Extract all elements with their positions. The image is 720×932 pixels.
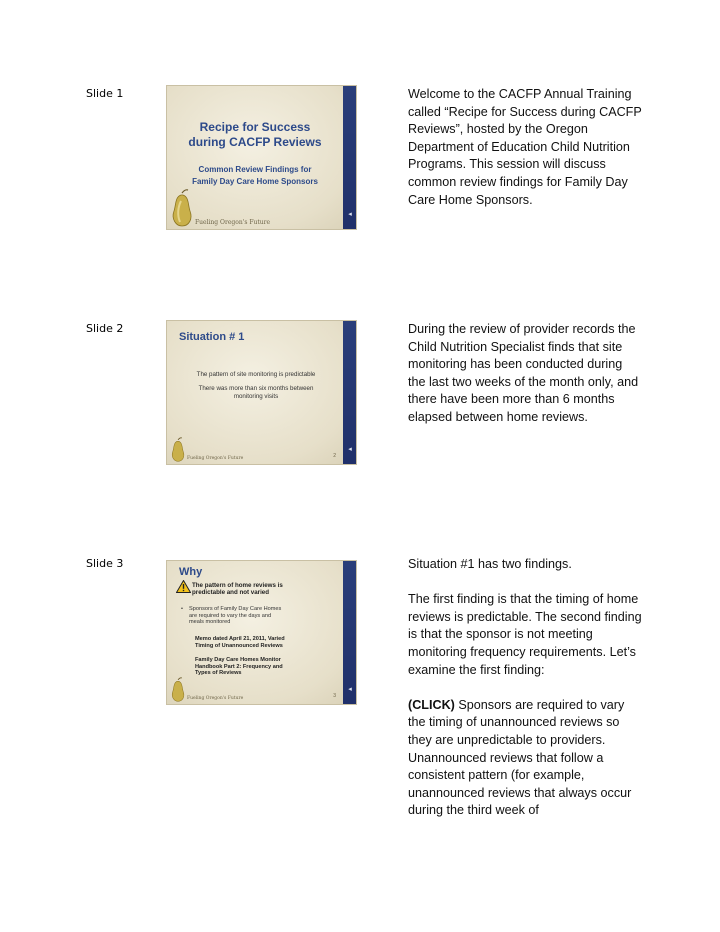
slide-3-notes: Situation #1 has two findings. The first finding is that the timing of home reviews is predictable. The second finding is that the sponsor is not meeting monitoring frequency requirements. Let’s examine the first finding: (CLICK) Sponsors are required to vary the timing of unannounced reviews so they are unpredictable to providers. Unannounced reviews that follow a consistent pattern (for example, unannounced reviews that always occur during the third week of xyxy=(408,556,642,820)
pear-logo-icon xyxy=(169,676,187,702)
slide-3-thumbnail xyxy=(166,560,357,705)
pear-logo-icon xyxy=(169,187,195,227)
slide-3-page-number: 3 xyxy=(333,693,336,699)
slide-3-reference-handbook: Family Day Care Homes Monitor Handbook Part 2: Frequency and Types of Reviews xyxy=(195,657,283,676)
slide-3-warning-text: The pattern of home reviews is predictable and not varied xyxy=(192,582,283,596)
slide-1-brand: Fueling Oregon's Future xyxy=(195,219,271,226)
slide-2-line-1: The pattern of site monitoring is predictable xyxy=(196,371,316,378)
speaker-icon: ◂ xyxy=(348,686,352,693)
slide-2-line-3: monitoring visits xyxy=(233,393,279,400)
slide-2-page-number: 2 xyxy=(333,453,336,459)
pear-logo-icon xyxy=(169,436,187,462)
slide-2-notes: During the review of provider records the Child Nutrition Specialist finds that site monitoring has been conducted during the last two weeks of the month only, and there have been more than 6 months elapsed between home reviews. xyxy=(408,322,639,424)
warning-icon xyxy=(176,580,191,593)
slide-2-line-2: There was more than six months between xyxy=(198,385,314,392)
slide-2-heading: Situation # 1 xyxy=(179,331,245,343)
slide-3-reference-memo: Memo dated April 21, 2011, Varied Timing of Unannounced Reviews xyxy=(195,636,285,649)
slide-2-label: Slide 2 xyxy=(86,322,124,335)
slide-1-side-bar xyxy=(343,86,356,229)
speaker-icon: ◂ xyxy=(348,211,352,218)
slide-3-brand: Fueling Oregon's Future xyxy=(187,696,244,701)
slide-3-heading: Why xyxy=(179,566,203,578)
slide-2-thumbnail xyxy=(166,320,357,465)
slide-1-thumbnail xyxy=(166,85,357,230)
slide-3-notes-click: (CLICK) Sponsors are required to vary the timing of unannounced reviews so they are unpredictable to providers. Unannounced reviews that follow a consistent pattern (for example, unannounced reviews that always occur during the third week of xyxy=(408,697,632,818)
slide-2-brand: Fueling Oregon's Future xyxy=(187,456,244,461)
bullet-icon: • xyxy=(181,606,183,612)
slide-3-side-bar xyxy=(343,561,356,704)
slide-3-bullet: • Sponsors of Family Day Care Homes are required to vary the days and meals monitored xyxy=(181,606,282,625)
slide-1-subtitle: Common Review Findings for Family Day Care Home Sponsors xyxy=(192,165,318,186)
slide-1-label: Slide 1 xyxy=(86,87,124,100)
slide-3-label: Slide 3 xyxy=(86,557,124,570)
slide-1-notes: Welcome to the CACFP Annual Training called “Recipe for Success during CACFP Reviews”, hosted by the Oregon Department of Education Child Nutrition Programs. This session will discuss common review findings for Family Day Care Home Sponsors. xyxy=(408,87,642,207)
speaker-icon: ◂ xyxy=(348,446,352,453)
slide-2-side-bar xyxy=(343,321,356,464)
slide-1-title: Recipe for Success during CACFP Reviews xyxy=(188,120,322,149)
